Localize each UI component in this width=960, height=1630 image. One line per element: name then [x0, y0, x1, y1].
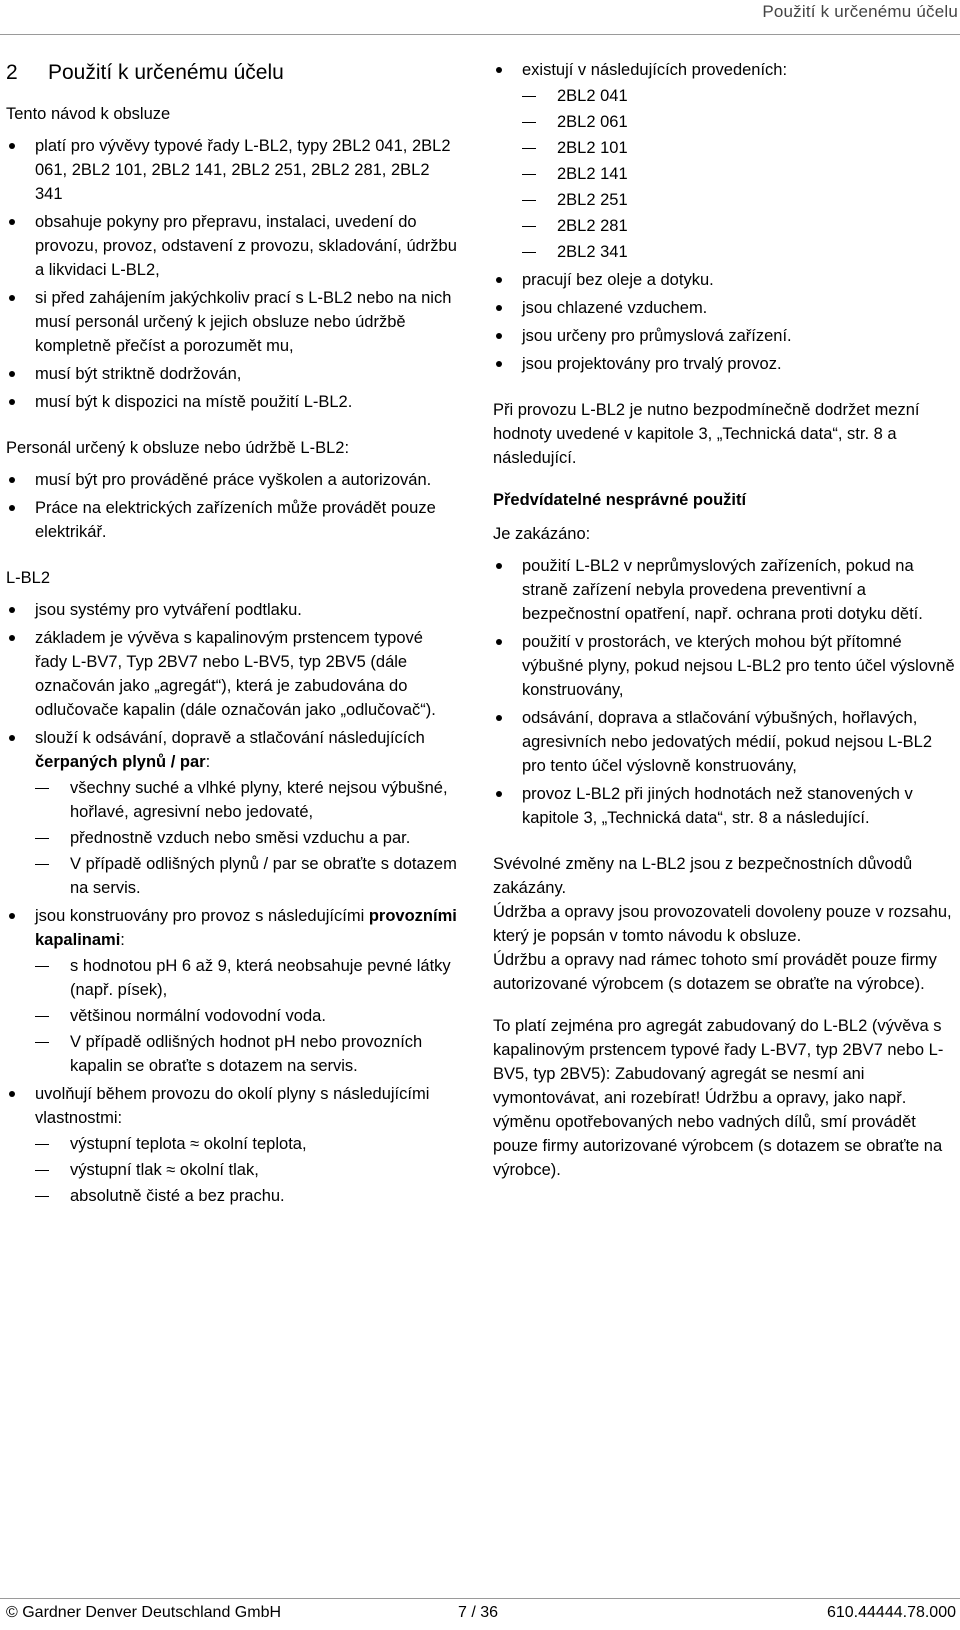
variants-sublist — [522, 84, 955, 264]
sublist-item: většinou normální vodovodní voda. — [35, 1004, 458, 1028]
sublist-item: V případě odlišných hodnot pH nebo provozních kapalin se obraťte s dotazem na servis. — [35, 1030, 458, 1078]
misuse-heading: Předvídatelné nesprávné použití — [493, 491, 747, 509]
list-item — [6, 904, 458, 1078]
section-heading — [6, 58, 458, 88]
variant-item: 2BL2 141 — [522, 162, 955, 186]
list-item: provoz L-BL2 při jiných hodnotách než stanovených v kapitole 3, „Technická data“, str. 8 a následující. — [493, 782, 955, 830]
sublist-item: V případě odlišných plynů / par se obraťte s dotazem na servis. — [35, 852, 458, 900]
list-item: jsou chlazené vzduchem. — [493, 296, 955, 320]
variant-item: 2BL2 061 — [522, 110, 955, 134]
sublist-item: výstupní tlak ≈ okolní tlak, — [35, 1158, 458, 1182]
list-item: obsahuje pokyny pro přepravu, instalaci, uvedení do provozu, provoz, odstavení z provozu, skladování, údržbu a likvidaci L-BL2, — [6, 210, 458, 282]
colon: : — [205, 753, 211, 771]
colon: : — [120, 931, 125, 949]
sublist-item: přednostně vzduch nebo směsi vzduchu a par. — [35, 826, 458, 850]
intro-text: Tento návod k obsluze — [6, 105, 171, 123]
footer-rule — [0, 1598, 960, 1599]
list-item: základem je vývěva s kapalinovým prstencem typové řady L-BV7, Typ 2BV7 nebo L-BV5, typ 2BV5 (dále označován jako „agregát“), která je zabudována do odlučovače kapalin (dále označován jako „odlučovač“). — [6, 626, 458, 722]
footer-page-number: 7 / 36 — [458, 1604, 499, 1621]
variants-list — [493, 58, 955, 376]
personnel-heading: Personál určený k obsluze nebo údržbě L-BL2: — [6, 439, 350, 457]
emissions-sublist — [35, 1132, 458, 1208]
gases-sublist — [35, 776, 458, 900]
list-item: Práce na elektrických zařízeních může provádět pouze elektrikář. — [6, 496, 458, 544]
item-text: jsou konstruovány pro provoz s následujícími — [35, 907, 365, 925]
variant-item: 2BL2 251 — [522, 188, 955, 212]
variants-intro: existují v následujících provedeních: — [522, 61, 788, 79]
section-title: Použití k určenému účelu — [48, 61, 284, 84]
aggregate-note: To platí zejména pro agregát zabudovaný do L-BL2 (vývěva s kapalinovým prstencem typové řady L-BV7, typ 2BV7 nebo L-BV5, typ 2BV5): Zabudovaný agregát se nesmí ani vymontovávat, ani rozebírat! Údržbu a opravy, jako např. výměnu opotřebovaných nebo vadných dílů, smí provádět pouze firmy autorizované výrobcem (s dotazem se obraťte na výrobce). — [493, 1017, 944, 1179]
list-item: musí být k dispozici na místě použití L-BL2. — [6, 390, 458, 414]
list-item: musí být pro prováděné práce vyškolen a autorizován. — [6, 468, 458, 492]
list-item — [6, 726, 458, 900]
sublist-item: s hodnotou pH 6 až 9, která neobsahuje pevné látky (např. písek), — [35, 954, 458, 1002]
list-item: použití v prostorách, ve kterých mohou být přítomné výbušné plyny, pokud nejsou L-BL2 pro tento účel výslovně konstruovány, — [493, 630, 955, 702]
right-column — [493, 58, 955, 1182]
lbl2-heading: L-BL2 — [6, 569, 51, 587]
maintenance-note-1: Údržba a opravy jsou provozovateli dovoleny pouze v rozsahu, který je popsán v tomto návodu k obsluze. — [493, 903, 952, 945]
item-text: slouží k odsávání, dopravě a stlačování následujících — [35, 729, 425, 747]
personnel-list — [6, 468, 458, 544]
list-item: jsou určeny pro průmyslová zařízení. — [493, 324, 955, 348]
list-item: platí pro vývěvy typové řady L-BL2, typy 2BL2 041, 2BL2 061, 2BL2 101, 2BL2 141, 2BL2 251, 2BL2 281, 2BL2 341 — [6, 134, 458, 206]
sublist-item: všechny suché a vlhké plyny, které nejsou výbušné, hořlavé, agresivní nebo jedovaté, — [35, 776, 458, 824]
section-number: 2 — [6, 61, 18, 84]
variant-item: 2BL2 341 — [522, 240, 955, 264]
prohibited-list — [493, 554, 955, 830]
sublist-item: výstupní teplota ≈ okolní teplota, — [35, 1132, 458, 1156]
limits-note: Při provozu L-BL2 je nutno bezpodmínečně dodržet mezní hodnoty uvedené v kapitole 3, „Technická data“, str. 8 a následující. — [493, 401, 920, 467]
running-header: Použití k určenému účelu — [762, 2, 958, 21]
pumped-gases-term: čerpaných plynů / par — [35, 753, 206, 771]
operating-liquids-term: provozními kapalinami — [35, 907, 457, 949]
variant-item: 2BL2 281 — [522, 214, 955, 238]
list-item: si před zahájením jakýchkoliv prací s L-BL2 nebo na nich musí personál určený k jejich obsluze nebo údržbě kompletně přečíst a porozumět mu, — [6, 286, 458, 358]
list-item: použití L-BL2 v neprůmyslových zařízeních, pokud na straně zařízení nebyla provedena preventivní a bezpečnostní opatření, např. ochrana proti dotyku dětí. — [493, 554, 955, 626]
list-item — [493, 58, 955, 264]
variant-item: 2BL2 041 — [522, 84, 955, 108]
list-item: pracují bez oleje a dotyku. — [493, 268, 955, 292]
list-item — [6, 1082, 458, 1208]
lbl2-list — [6, 598, 458, 1208]
footer-company: © Gardner Denver Deutschland GmbH — [6, 1604, 282, 1621]
liquids-sublist — [35, 954, 458, 1078]
list-item: musí být striktně dodržován, — [6, 362, 458, 386]
left-column — [6, 58, 458, 1212]
header-rule — [0, 34, 960, 35]
prohibited-intro: Je zakázáno: — [493, 525, 591, 543]
item-text: uvolňují během provozu do okolí plyny s následujícími vlastnostmi: — [35, 1085, 430, 1127]
sublist-item: absolutně čisté a bez prachu. — [35, 1184, 458, 1208]
list-item: jsou systémy pro vytváření podtlaku. — [6, 598, 458, 622]
list-item: jsou projektovány pro trvalý provoz. — [493, 352, 955, 376]
maintenance-note-2: Údržbu a opravy nad rámec tohoto smí provádět pouze firmy autorizované výrobcem (s dotazem se obraťte na výrobce). — [493, 951, 937, 993]
list-item: odsávání, doprava a stlačování výbušných, hořlavých, agresivních nebo jedovatých médií, pokud nejsou L-BL2 pro tento účel výslovně konstruovány, — [493, 706, 955, 778]
changes-note: Svévolné změny na L-BL2 jsou z bezpečnostních důvodů zakázány. — [493, 855, 913, 897]
footer-doc-number: 610.44444.78.000 — [826, 1604, 956, 1621]
variant-item: 2BL2 101 — [522, 136, 955, 160]
intro-list — [6, 134, 458, 414]
